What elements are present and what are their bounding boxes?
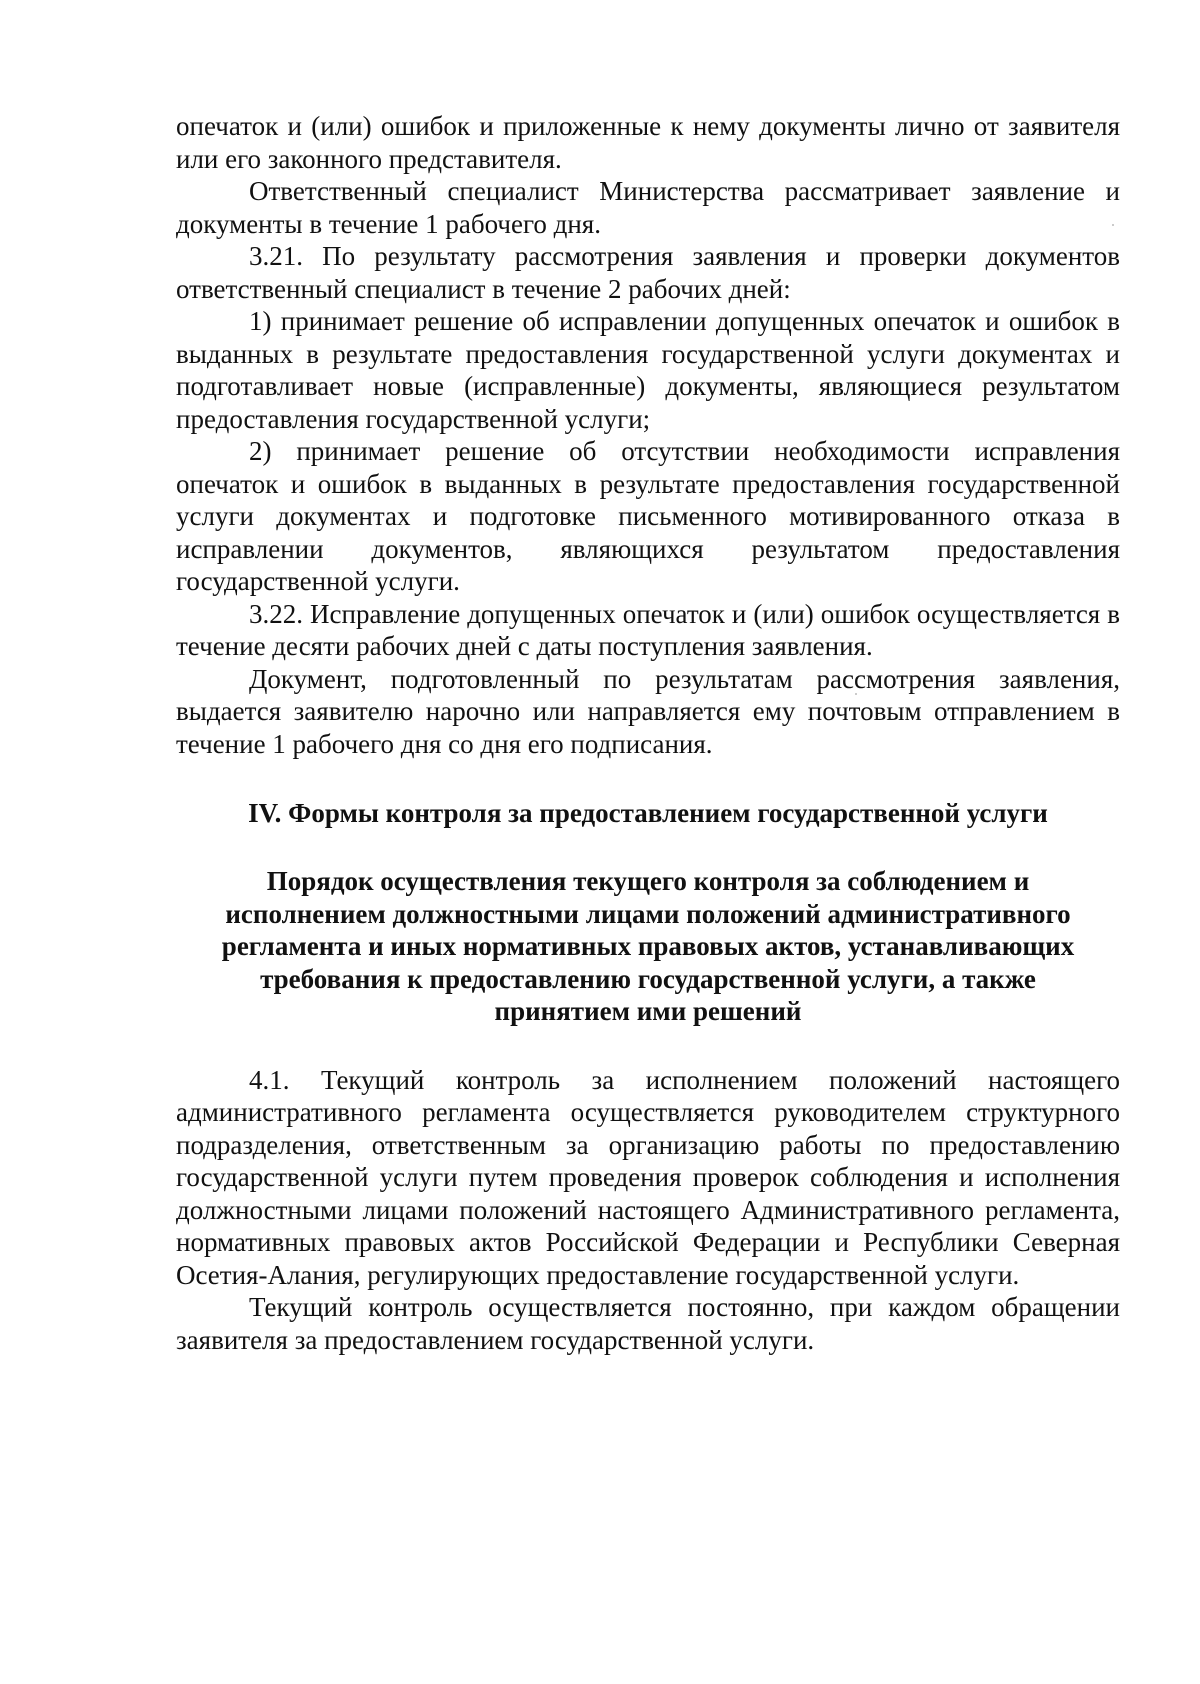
paragraph-review-term: Ответственный специалист Министерства рассматривает заявление и документы в течение 1 рабочего дня. xyxy=(176,176,1120,239)
paragraph-current-control: Текущий контроль осуществляется постоянно, при каждом обращении заявителя за предоставлением государственной услуги. xyxy=(176,1292,1120,1355)
paragraph-3-22: 3.22. Исправление допущенных опечаток и (или) ошибок осуществляется в течение десяти рабочих дней с даты поступления заявления. xyxy=(176,598,1120,661)
paragraph-3-21: 3.21. По результату рассмотрения заявления и проверки документов ответственный специалист в течение 2 рабочих дней: xyxy=(176,241,1120,304)
paragraph-continuation: опечаток и (или) ошибок и приложенные к нему документы лично от заявителя или его законного представителя. xyxy=(176,111,1120,174)
section-heading: IV. Формы контроля за предоставлением государственной услуги xyxy=(248,798,1048,828)
paragraph-document-delivery: Документ, подготовленный по результатам рассмотрения заявления, выдается заявителю нарочно или направляется ему почтовым отправлением в течение 1 рабочего дня со дня его подписания. xyxy=(176,663,1120,759)
scan-speck xyxy=(855,693,857,695)
paragraph-4-1: 4.1. Текущий контроль за исполнением положений настоящего административного регламента осуществляется руководителем структурного подразделения, ответственным за организацию работы по предоставлению государственной услуги путем проведения проверок соблюдения и исполнения должностными лицами положений настоящего Административного регламента, нормативных правовых актов Российской Федерации и Республики Северная Осетия-Алания, регулирующих предоставление государственной услуги. xyxy=(176,1064,1120,1290)
paragraph-3-21-item-2: 2) принимает решение об отсутствии необходимости исправления опечаток и ошибок в выданных в результате предоставления государственной услуги документах и подготовке письменного мотивированного отказа в исправлении документов, являющихся результатом предоставления государственной услуги. xyxy=(176,436,1120,596)
paragraph-3-21-item-1: 1) принимает решение об исправлении допущенных опечаток и ошибок в выданных в результате предоставления государственной услуги документах и подготавливает новые (исправленные) документы, являющиеся результатом предоставления государственной услуги; xyxy=(176,306,1120,434)
scan-speck xyxy=(1112,224,1114,226)
document-body xyxy=(176,110,1120,1356)
subsection-heading: Порядок осуществления текущего контроля за соблюдением и исполнением должностными лицами положений административного регламента и иных нормативных правовых актов, устанавливающих требования к предоставлению государственной услуги, а также принятием ими решений xyxy=(221,866,1075,1026)
